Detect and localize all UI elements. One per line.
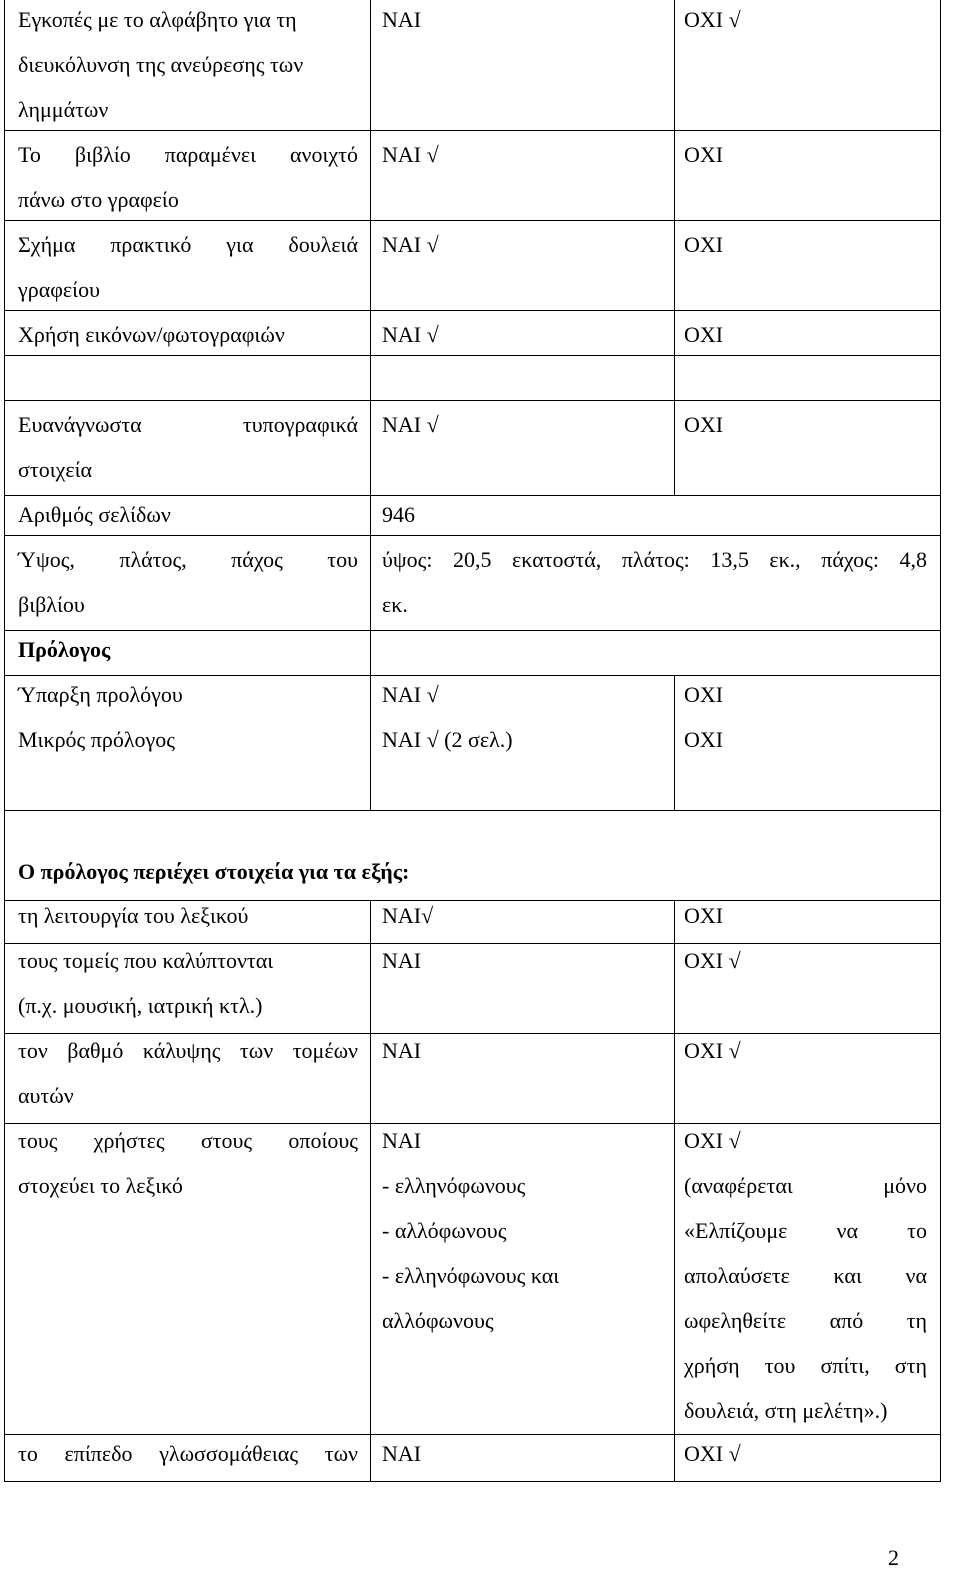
table-col-divider xyxy=(370,0,371,675)
yes-cell: - αλλόφωνους xyxy=(382,1218,507,1243)
table-col-divider xyxy=(674,900,675,1482)
no-cell: (αναφέρεται μόνο xyxy=(684,1173,927,1198)
table-row-divider xyxy=(4,1123,941,1124)
yes-cell: - ελληνόφωνους xyxy=(382,1173,526,1198)
table-border-left xyxy=(4,0,5,810)
table-border-left xyxy=(4,810,5,1482)
dimensions-label: Ύψος, πλάτος, πάχος του xyxy=(18,547,358,572)
no-cell: ΟΧΙ xyxy=(684,322,724,347)
table-col-divider xyxy=(674,675,675,810)
no-cell: χρήση του σπίτι, στη xyxy=(684,1353,927,1378)
yes-cell: ΝΑΙ √ xyxy=(382,412,439,437)
yes-cell: ΝΑΙ √ (2 σελ.) xyxy=(382,727,513,752)
yes-cell: ΝΑΙ √ xyxy=(382,142,439,167)
criterion-label: στοιχεία xyxy=(18,457,93,482)
criterion-label: τη λειτουργία του λεξικού xyxy=(18,903,249,928)
no-cell: ΟΧΙ √ xyxy=(684,948,741,973)
table-row-divider xyxy=(4,495,941,496)
table-row-divider xyxy=(4,900,941,901)
yes-cell: ΝΑΙ xyxy=(382,1038,422,1063)
criterion-label: πάνω στο γραφείο xyxy=(18,187,179,212)
no-cell: απολαύσετε και να xyxy=(684,1263,927,1288)
no-cell: ΟΧΙ xyxy=(684,682,724,707)
pages-value: 946 xyxy=(382,502,415,527)
yes-cell: ΝΑΙ xyxy=(382,948,422,973)
table-row-divider xyxy=(4,675,941,676)
table-border-right xyxy=(940,0,941,810)
section-heading: Πρόλογος xyxy=(18,637,111,662)
table-row-divider xyxy=(4,943,941,944)
yes-cell: ΝΑΙ xyxy=(382,1441,422,1466)
no-cell: ΟΧΙ √ xyxy=(684,1038,741,1063)
table-row-divider xyxy=(4,220,941,221)
criterion-label: στοχεύει το λεξικό xyxy=(18,1173,183,1198)
yes-cell: ΝΑΙ xyxy=(382,1128,422,1153)
criterion-label: αυτών xyxy=(18,1083,74,1108)
no-cell: ΟΧΙ √ xyxy=(684,1441,741,1466)
table-border-bottom xyxy=(4,810,941,811)
no-cell: ΟΧΙ √ xyxy=(684,7,741,32)
yes-cell: αλλόφωνους xyxy=(382,1308,494,1333)
table-border-right xyxy=(940,810,941,1482)
criterion-label: τον βαθμό κάλυψης των τομέων xyxy=(18,1038,358,1063)
criterion-label: λημμάτων xyxy=(18,97,109,122)
criterion-label: Μικρός πρόλογος xyxy=(18,727,175,752)
table-col-divider xyxy=(370,900,371,1482)
table-row-divider xyxy=(4,130,941,131)
dimensions-label: βιβλίου xyxy=(18,592,85,617)
yes-cell: ΝΑΙ √ xyxy=(382,232,439,257)
no-cell: ΟΧΙ xyxy=(684,232,724,257)
table-col-divider xyxy=(370,675,371,810)
table-border-bottom xyxy=(4,1481,941,1482)
page-number: 2 xyxy=(888,1545,899,1570)
criterion-label: Ύπαρξη προλόγου xyxy=(18,682,183,707)
criterion-label: Εγκοπές με το αλφάβητο για τη xyxy=(18,7,297,32)
criterion-label: Το βιβλίο παραμένει ανοιχτό xyxy=(18,142,358,167)
no-cell: ΟΧΙ √ xyxy=(684,1128,741,1153)
no-cell: ΟΧΙ xyxy=(684,727,724,752)
table-row-divider xyxy=(4,630,941,631)
criterion-label: (π.χ. μουσική, ιατρική κτλ.) xyxy=(18,993,263,1018)
criterion-label: Σχήμα πρακτικό για δουλειά xyxy=(18,232,358,257)
yes-cell: ΝΑΙ √ xyxy=(382,322,439,347)
table-row-divider xyxy=(4,1434,941,1435)
criterion-label: Χρήση εικόνων/φωτογραφιών xyxy=(18,322,285,347)
table-row-divider xyxy=(4,355,941,356)
yes-cell: ΝΑΙ√ xyxy=(382,903,434,928)
dimensions-value: ύψος: 20,5 εκατοστά, πλάτος: 13,5 εκ., πάχος: 4,8 xyxy=(382,547,927,572)
table-row-divider xyxy=(4,400,941,401)
no-cell: ΟΧΙ xyxy=(684,412,724,437)
section-heading: Ο πρόλογος περιέχει στοιχεία για τα εξής: xyxy=(18,859,410,884)
no-cell: «Ελπίζουμε να το xyxy=(684,1218,927,1243)
table-row-divider xyxy=(4,535,941,536)
dimensions-value: εκ. xyxy=(382,592,408,617)
criterion-label: διευκόλυνση της ανεύρεσης των xyxy=(18,52,304,77)
criterion-label: τους χρήστες στους οποίους xyxy=(18,1128,358,1153)
table-col-divider xyxy=(674,0,675,495)
pages-label: Αριθμός σελίδων xyxy=(18,502,171,527)
criterion-label: το επίπεδο γλωσσομάθειας των xyxy=(18,1441,358,1466)
no-cell: ωφεληθείτε από τη xyxy=(684,1308,927,1333)
yes-cell: - ελληνόφωνους και xyxy=(382,1263,560,1288)
criterion-label: τους τομείς που καλύπτονται xyxy=(18,948,274,973)
table-row-divider xyxy=(4,310,941,311)
no-cell: ΟΧΙ xyxy=(684,903,724,928)
table-row-divider xyxy=(4,1033,941,1034)
yes-cell: ΝΑΙ √ xyxy=(382,682,439,707)
criterion-label: γραφείου xyxy=(18,277,100,302)
no-cell: ΟΧΙ xyxy=(684,142,724,167)
yes-cell: ΝΑΙ xyxy=(382,7,422,32)
no-cell: δουλειά, στη μελέτη».) xyxy=(684,1398,888,1423)
criterion-label: Ευανάγνωστα τυπογραφικά xyxy=(18,412,358,437)
